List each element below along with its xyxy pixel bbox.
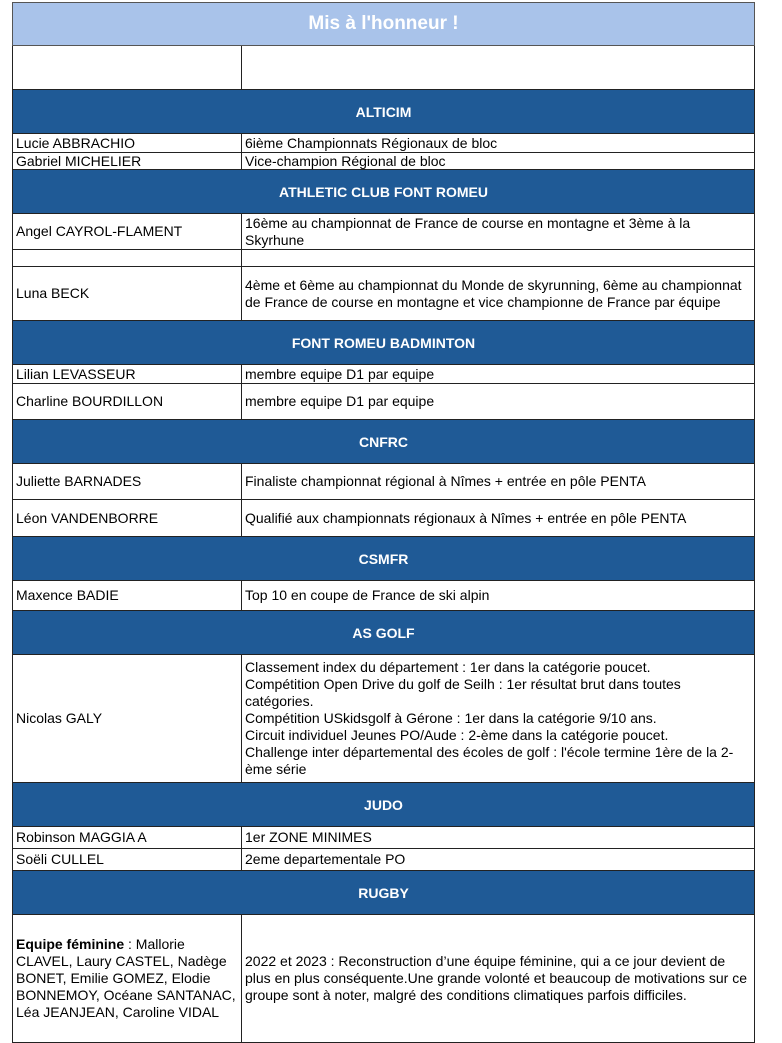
achievement-text: Qualifié aux championnats régionaux à Nîmes + entrée en pôle PENTA [245, 509, 687, 526]
table-row [12, 464, 755, 500]
achievement-cell [242, 365, 754, 383]
achievement-text: 2eme departementale PO [245, 851, 406, 867]
name-cell [13, 365, 242, 383]
name-cell [13, 915, 242, 1042]
name-text: Charline BOURDILLON [16, 393, 164, 409]
name-text: Nicolas GALY [16, 710, 103, 726]
table-row [12, 153, 755, 170]
name-cell [13, 153, 242, 169]
achievement-text: Finaliste championnat régional à Nîmes + entrée en pôle PENTA [245, 473, 646, 489]
achievement-cell [242, 849, 754, 870]
table-row [12, 500, 755, 537]
name-cell [13, 849, 242, 870]
table-row [12, 214, 755, 250]
table-row [12, 250, 755, 267]
section-header: ALTICIM [12, 90, 755, 134]
achievement-text: 1er ZONE MINIMES [245, 829, 372, 845]
achievement-cell [242, 464, 754, 499]
name-cell [13, 827, 242, 848]
achievement-cell [242, 214, 754, 249]
name-cell [13, 250, 242, 266]
sections-container [12, 90, 755, 1043]
achievement-cell [242, 581, 754, 610]
name-cell [13, 267, 242, 320]
table-row [12, 849, 755, 871]
section-header: RUGBY [12, 871, 755, 915]
table-row [12, 655, 755, 783]
achievement-text: Classement index du département : 1er dans la catégorie poucet. Compétition Open Drive du golf de Seilh : 1er résultat brut dans toutes catégories. Compétition USkidsgolf à Gérone : 1er dans la catégorie 9/10 ans. Circuit individuel Jeunes PO/Aude : 2-ème dans la catégorie poucet. Challenge inter départemental des écoles de golf : l'école termine 1ère de la 2-ème série [245, 659, 734, 777]
table-row [12, 581, 755, 611]
name-cell [13, 46, 242, 89]
name-cell [13, 464, 242, 499]
achievement-cell [242, 267, 754, 320]
name-text: Lucie ABBRACHIO [16, 134, 136, 151]
name-text: Gabriel MICHELIER [16, 152, 142, 169]
page-title: Mis à l'honneur ! [12, 2, 755, 46]
table-row [12, 384, 755, 420]
name-cell [13, 134, 242, 152]
achievement-cell [242, 46, 754, 89]
name-text: Soëli CULLEL [16, 851, 104, 867]
achievement-text: Top 10 en coupe de France de ski alpin [245, 587, 490, 603]
section-header: ATHLETIC CLUB FONT ROMEU [12, 170, 755, 214]
name-cell [13, 655, 242, 782]
achievement-cell [242, 134, 754, 152]
achievement-cell [242, 827, 754, 848]
section-header: AS GOLF [12, 611, 755, 655]
achievement-cell [242, 250, 754, 266]
name-bold: Equipe féminine [16, 936, 125, 952]
honours-sheet [12, 2, 755, 1043]
achievement-text: Vice-champion Régional de bloc [245, 152, 446, 169]
name-text: : Mallorie CLAVEL, Laury CASTEL, Nadège BONET, Emilie GOMEZ, Elodie BONNEMOY, Océane SANTANAC, Léa JEANJEAN, Caroline VIDAL [16, 936, 236, 1020]
name-cell [13, 581, 242, 610]
empty-row [12, 46, 755, 90]
table-row [12, 267, 755, 321]
achievement-cell [242, 384, 754, 419]
achievement-text: membre equipe D1 par equipe [245, 393, 435, 409]
achievement-text: 4ème et 6ème au championnat du Monde de skyrunning, 6ème au championnat de France de course en montagne et vice championne de France par équipe [245, 276, 742, 310]
table-row [12, 827, 755, 849]
name-text: Juliette BARNADES [16, 473, 142, 489]
name-text: Angel CAYROL-FLAMENT [16, 223, 183, 239]
name-text: Robinson MAGGIA A [16, 829, 147, 845]
section-header: FONT ROMEU BADMINTON [12, 321, 755, 365]
achievement-cell [242, 500, 754, 536]
name-cell [13, 500, 242, 536]
name-text: Luna BECK [16, 285, 90, 301]
name-text: Maxence BADIE [16, 587, 119, 603]
achievement-text: membre equipe D1 par equipe [245, 365, 435, 382]
achievement-text: 2022 et 2023 : Reconstruction d’une équipe féminine, qui a ce jour devient de plus en plus conséquente.Une grande volonté et beaucoup de motivations sur ce groupe sont à noter, malgré des conditions climatiques parfois difficiles. [245, 953, 748, 1003]
name-cell [13, 384, 242, 419]
achievement-cell [242, 655, 754, 782]
table-row [12, 365, 755, 384]
name-text: Lilian LEVASSEUR [16, 365, 136, 382]
achievement-cell [242, 153, 754, 169]
name-cell [13, 214, 242, 249]
achievement-text: 6ième Championnats Régionaux de bloc [245, 134, 498, 151]
section-header: JUDO [12, 783, 755, 827]
name-text: Léon VANDENBORRE [16, 509, 159, 526]
section-header: CSMFR [12, 537, 755, 581]
section-header: CNFRC [12, 420, 755, 464]
achievement-text: 16ème au championnat de France de course en montagne et 3ème à la Skyrhune [245, 214, 691, 248]
table-row [12, 134, 755, 153]
achievement-cell [242, 915, 754, 1042]
